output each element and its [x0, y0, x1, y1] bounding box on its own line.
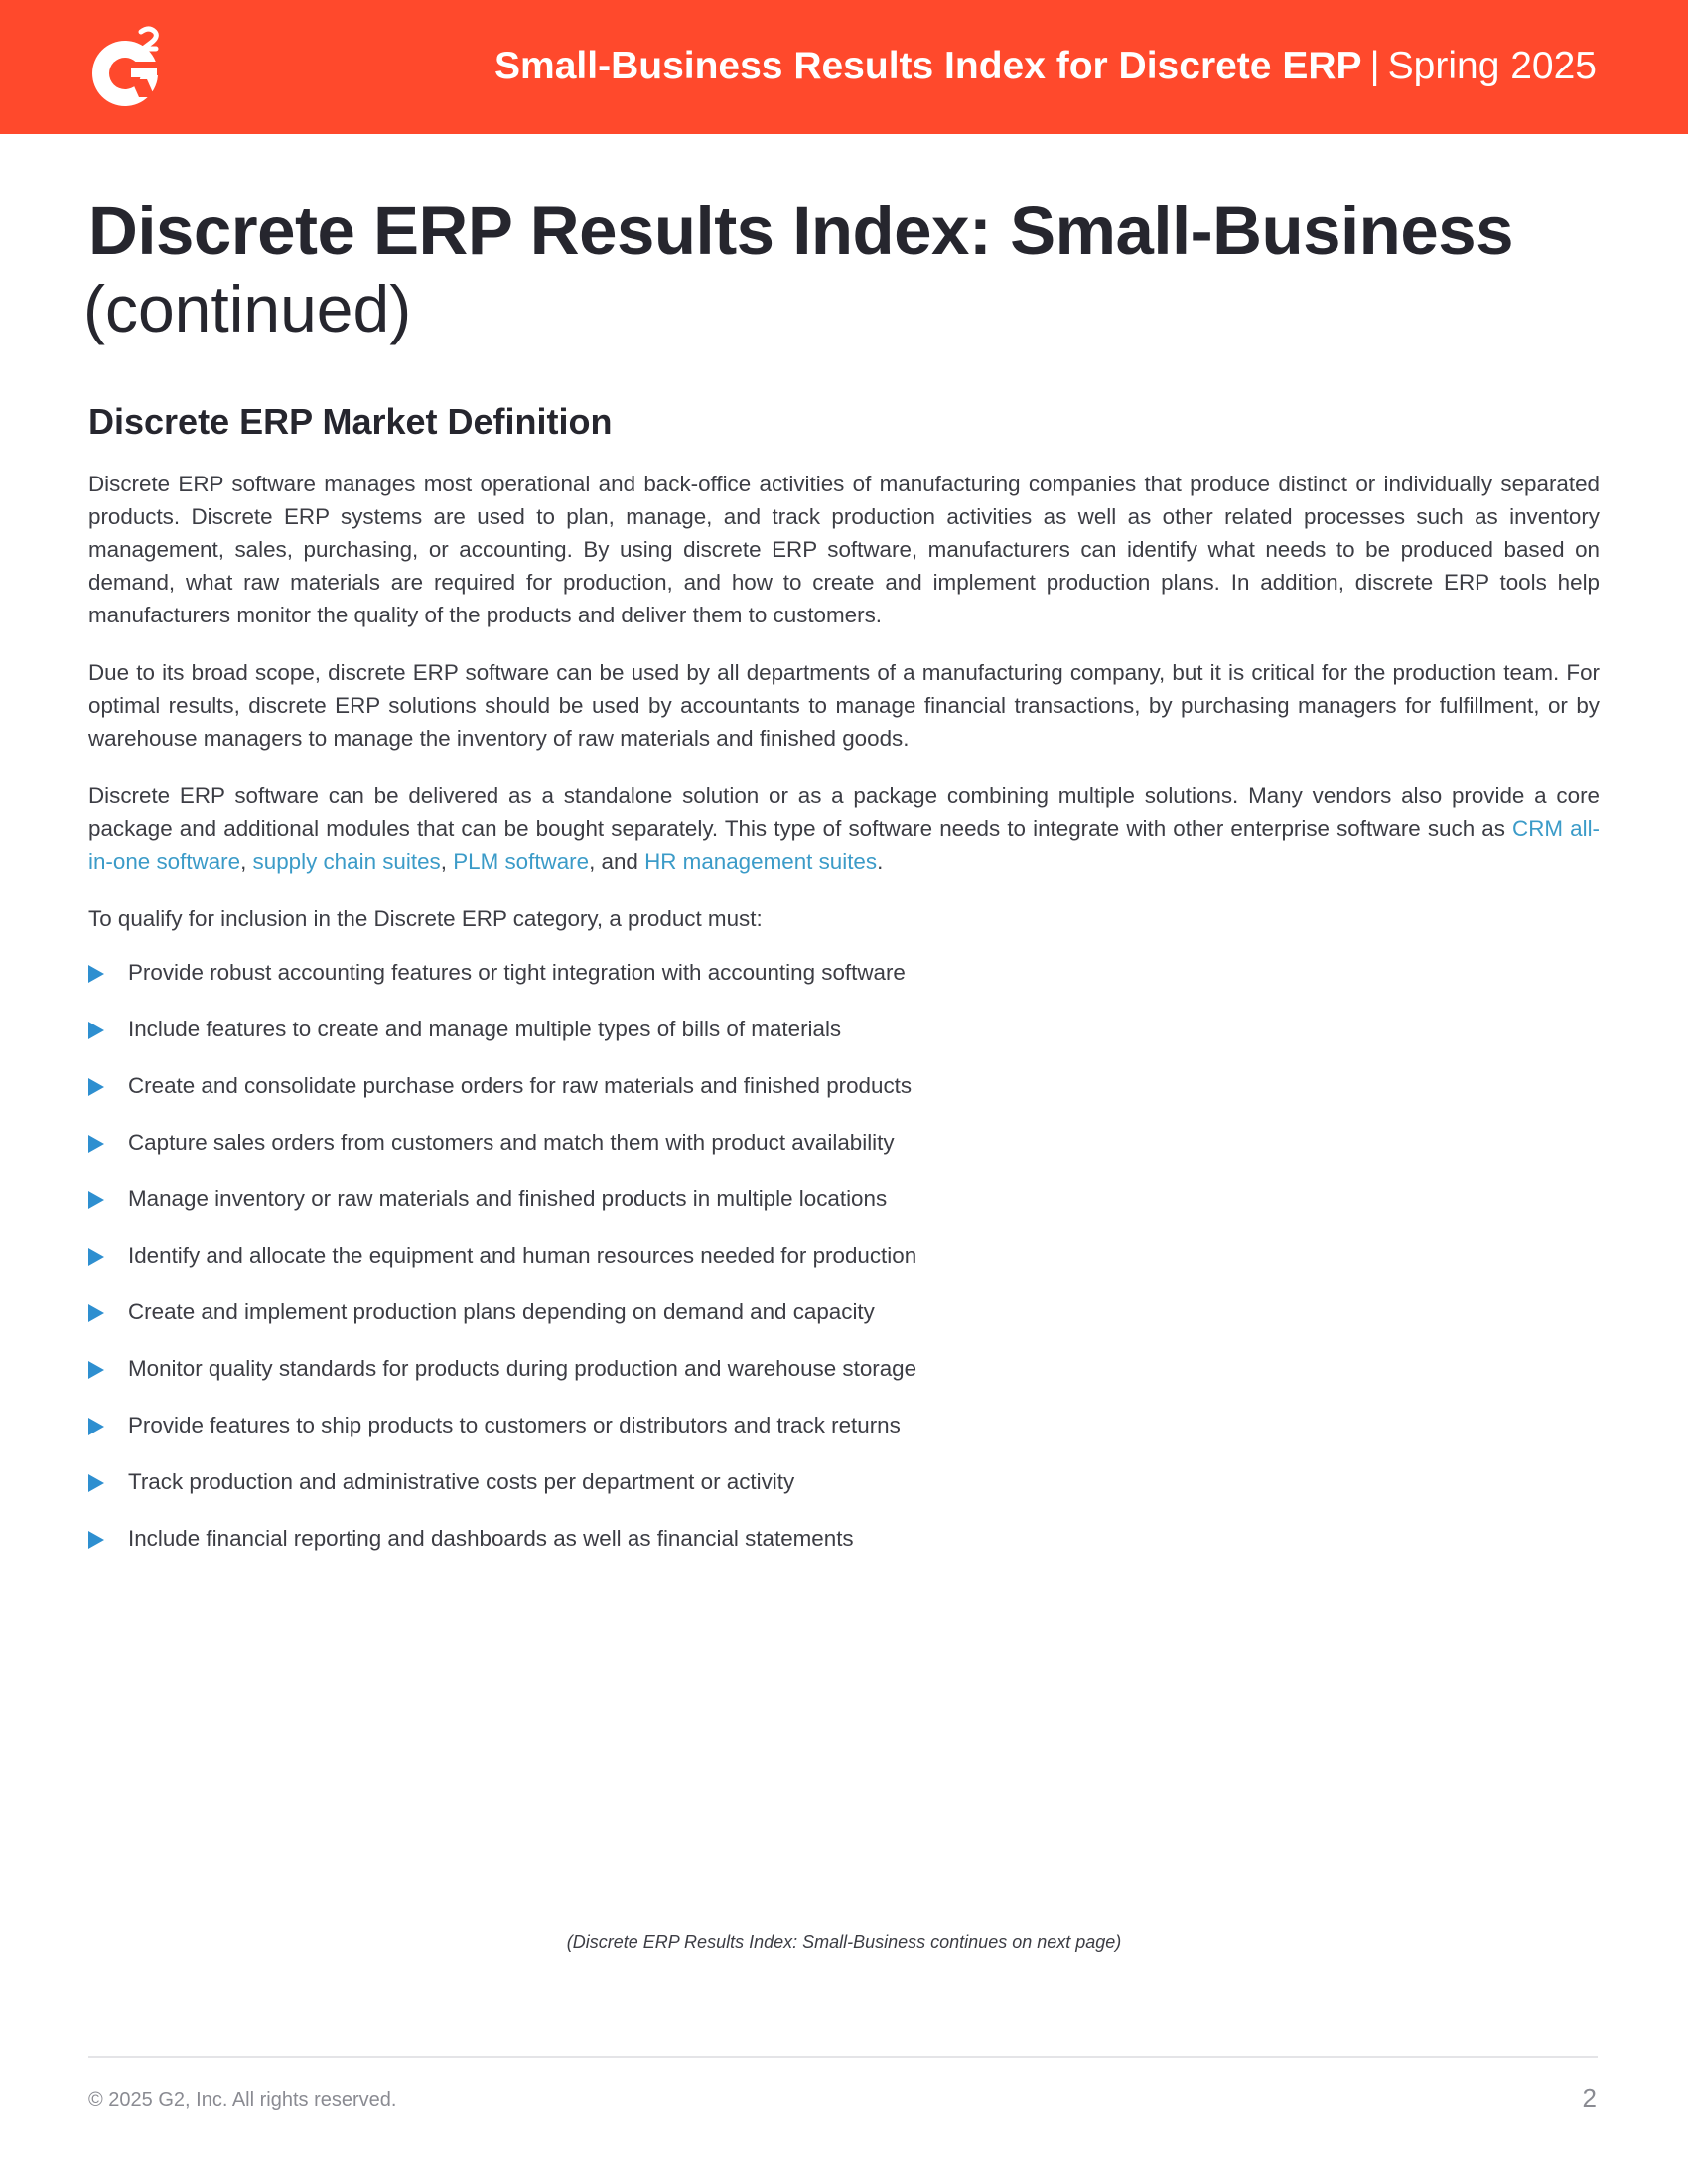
continue-note: (Discrete ERP Results Index: Small-Business continues on next page) — [566, 1932, 1122, 1952]
paragraph-integration-text: Discrete ERP software can be delivered as a standalone solution or as a package combining multiple solutions. Many vendors also provide a core package and additional modules that can be bought separately. This type of software needs to integrate with other enterprise software such as — [88, 783, 1600, 841]
and-separator: , and — [589, 849, 645, 874]
criteria-text: Identify and allocate the equipment and human resources needed for production — [128, 1243, 917, 1268]
comma-separator: , — [440, 849, 454, 874]
criteria-item — [88, 1293, 1280, 1349]
criteria-text: Include financial reporting and dashboards as well as financial statements — [128, 1526, 854, 1551]
paragraph-scope: Due to its broad scope, discrete ERP software can be used by all departments of a manufacturing company, but it is critical for the production team. For optimal results, discrete ERP solutions should be used by accountants to manage financial transactions, by purchasing managers for fulfillment, or by warehouse managers to manage the inventory of raw materials and finished goods. — [88, 660, 1600, 751]
criteria-text: Provide features to ship products to customers or distributors and track returns — [128, 1413, 901, 1437]
triangle-bullet-icon — [88, 1191, 104, 1209]
criteria-item — [88, 1406, 1280, 1462]
header-report-name: Small-Business Results Index for Discrete ERP — [494, 45, 1362, 87]
criteria-text: Capture sales orders from customers and match them with product availability — [128, 1130, 895, 1155]
triangle-bullet-icon — [88, 1248, 104, 1266]
criteria-list — [88, 953, 1280, 1575]
criteria-text: Monitor quality standards for products during production and warehouse storage — [128, 1356, 917, 1381]
criteria-item — [88, 1066, 1280, 1123]
criteria-text: Provide robust accounting features or tight integration with accounting software — [128, 960, 906, 985]
page-title: Discrete ERP Results Index: Small-Business — [88, 193, 1513, 269]
paragraph-integration — [88, 779, 1600, 878]
criteria-item — [88, 1462, 1280, 1519]
triangle-bullet-icon — [88, 1135, 104, 1153]
criteria-text: Create and implement production plans depending on demand and capacity — [128, 1299, 875, 1324]
triangle-bullet-icon — [88, 1304, 104, 1322]
header-edition: Spring 2025 — [1387, 45, 1597, 87]
paragraph-overview: Discrete ERP software manages most operational and back-office activities of manufacturing companies that produce distinct or individually separated products. Discrete ERP systems are used to plan, manage, and track production activities as well as other related processes such as inventory management, sales, purchasing, or accounting. By using discrete ERP software, manufacturers can identify what needs to be produced based on demand, what raw materials are required for production, and how to create and implement production plans. In addition, discrete ERP tools help manufacturers monitor the quality of the products and deliver them to customers. — [88, 472, 1600, 627]
triangle-bullet-icon — [88, 1531, 104, 1549]
page-number: 2 — [1582, 2083, 1597, 2113]
header-separator: | — [1369, 45, 1380, 87]
triangle-bullet-icon — [88, 965, 104, 983]
section-heading: Discrete ERP Market Definition — [88, 401, 613, 442]
footer-divider — [88, 2056, 1598, 2058]
criteria-item — [88, 1010, 1280, 1066]
criteria-item — [88, 953, 1280, 1010]
triangle-bullet-icon — [88, 1022, 104, 1039]
paragraph-end: . — [877, 849, 884, 874]
header-bar — [0, 0, 1688, 134]
criteria-text: Include features to create and manage multiple types of bills of materials — [128, 1017, 842, 1041]
criteria-item — [88, 1123, 1280, 1179]
triangle-bullet-icon — [88, 1361, 104, 1379]
comma-separator: , — [240, 849, 253, 874]
link-crm-all-in-one-software[interactable]: CRM all-in-one software — [88, 816, 1600, 874]
link-supply-chain-suites[interactable]: supply chain suites — [252, 849, 441, 874]
link-hr-management-suites[interactable]: HR management suites — [644, 849, 878, 874]
criteria-text: Create and consolidate purchase orders for raw materials and finished products — [128, 1073, 913, 1098]
criteria-item — [88, 1349, 1280, 1406]
criteria-item — [88, 1519, 1280, 1575]
criteria-item — [88, 1236, 1280, 1293]
triangle-bullet-icon — [88, 1474, 104, 1492]
copyright: © 2025 G2, Inc. All rights reserved. — [88, 2089, 397, 2111]
triangle-bullet-icon — [88, 1418, 104, 1435]
criteria-text: Track production and administrative costs per department or activity — [128, 1469, 795, 1494]
page-subtitle: (continued) — [83, 272, 412, 345]
g2-logo-icon — [87, 24, 173, 109]
criteria-item — [88, 1179, 1280, 1236]
criteria-text: Manage inventory or raw materials and finished products in multiple locations — [128, 1186, 888, 1211]
header-title — [494, 43, 1597, 90]
criteria-intro: To qualify for inclusion in the Discrete ERP category, a product must: — [88, 906, 763, 931]
link-plm-software[interactable]: PLM software — [453, 849, 590, 874]
triangle-bullet-icon — [88, 1078, 104, 1096]
